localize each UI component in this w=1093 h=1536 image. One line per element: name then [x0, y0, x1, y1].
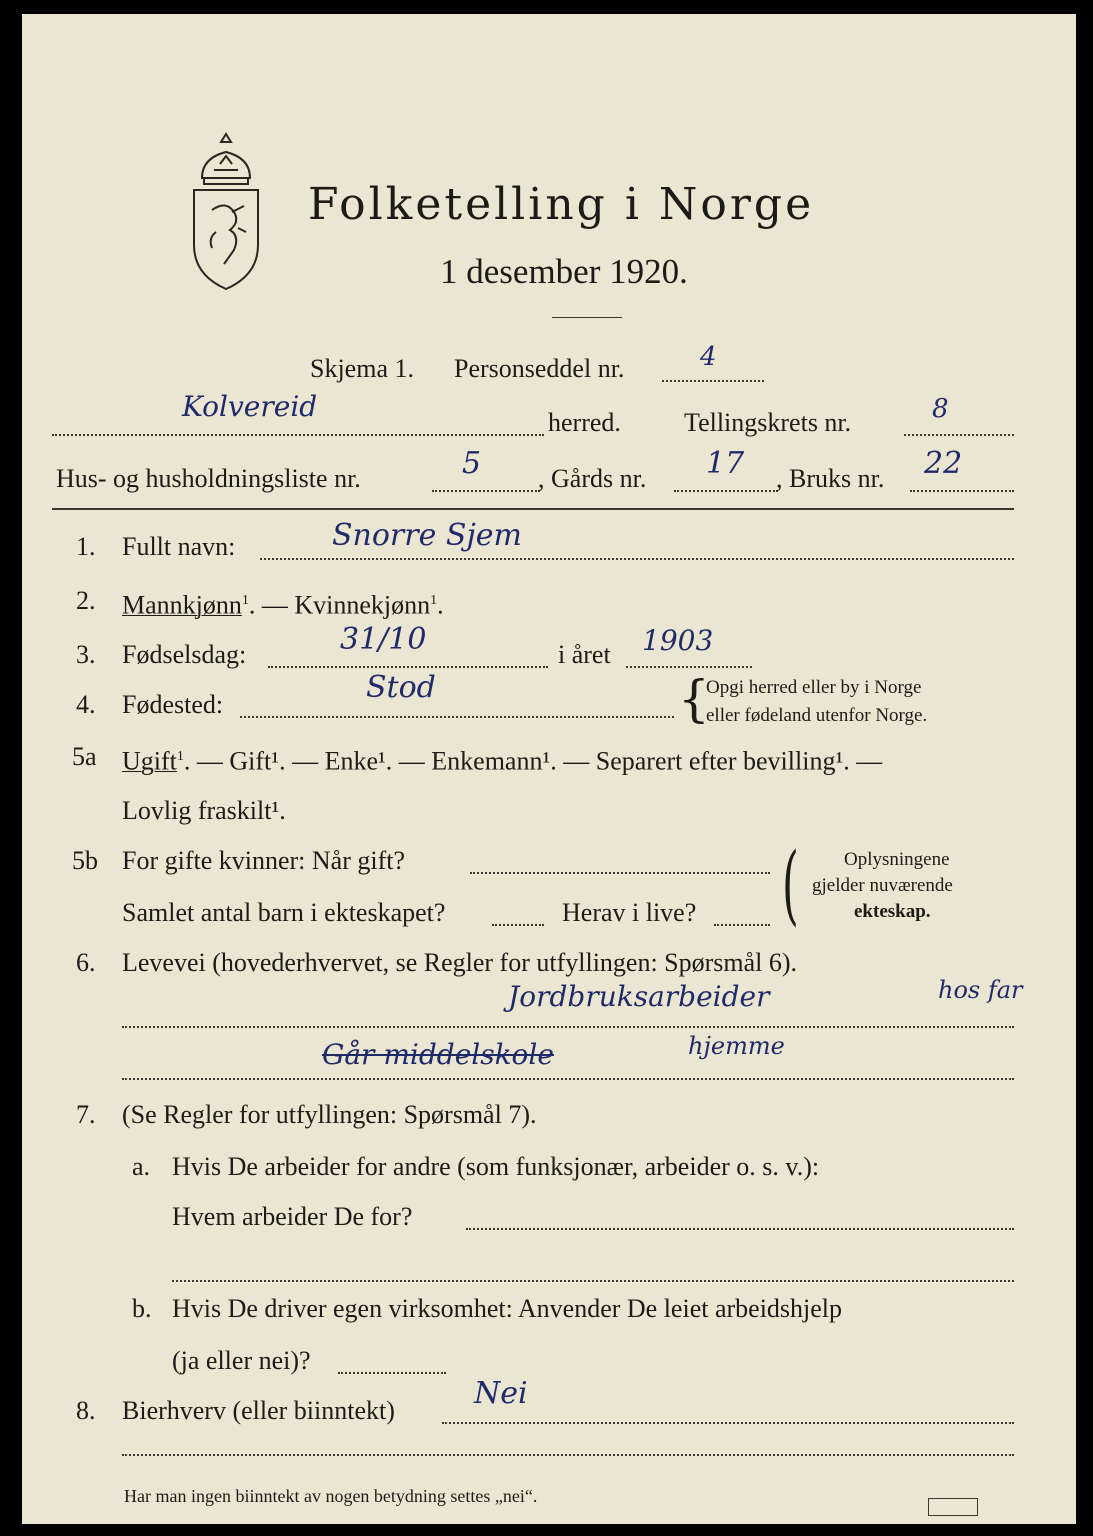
birthplace-value[interactable]: Stod — [366, 670, 436, 705]
q3-number: 3. — [76, 640, 96, 669]
footnote-mark: 1 — [241, 593, 249, 608]
gards-label: , Gårds nr. — [538, 464, 647, 493]
census-form — [22, 14, 1076, 1524]
footnote-mark: 1 — [176, 749, 184, 764]
q5a-number: 5a — [72, 742, 97, 771]
q7b-text: Hvis De driver egen virksomhet: Anvender De leiet arbeidshjelp — [172, 1294, 843, 1323]
footer-note: Har man ingen biinntekt av nogen betydning settes „nei“. — [124, 1486, 538, 1506]
q7b-line — [338, 1372, 446, 1374]
option-separator: . — — [248, 590, 295, 620]
q5b-label-1: For gifte kvinner: Når gift? — [122, 846, 406, 875]
q7a-text-2: Hvem arbeider De for? — [172, 1202, 413, 1231]
tellingskrets-value[interactable]: 8 — [932, 394, 949, 424]
q4-note-1: Opgi herred eller by i Norge — [706, 677, 922, 698]
q4-number: 4. — [76, 690, 96, 719]
q4-note-2: eller fødeland utenfor Norge. — [706, 705, 928, 726]
q7b-text-2: (ja eller nei)? — [172, 1346, 311, 1375]
bruks-label: , Bruks nr. — [776, 464, 885, 493]
hus-label: Hus- og husholdningsliste nr. — [56, 464, 361, 493]
occupation-suffix[interactable]: hos far — [938, 976, 1023, 1004]
civil-status-options[interactable]: . — Gift¹. — Enke¹. — Enkemann¹. — Separert efter bevilling¹. — — [183, 746, 883, 776]
q4-line — [240, 716, 674, 718]
hus-line — [432, 490, 540, 492]
q5b-brace: ( — [782, 835, 799, 935]
year-line — [626, 666, 752, 668]
footer-stamp — [928, 1498, 978, 1516]
q7a-line-1 — [466, 1228, 1014, 1230]
q6-label: Levevei (hovederhvervet, se Regler for utfyllingen: Spørsmål 6). — [122, 948, 798, 977]
q5b-note-2: gjelder nuværende — [812, 875, 953, 896]
schema-label: Skjema 1. — [310, 354, 414, 383]
side-income-value[interactable]: Nei — [474, 1376, 528, 1411]
herred-line — [52, 434, 544, 436]
q6-line-2 — [122, 1078, 1014, 1080]
bruks-value[interactable]: 22 — [924, 446, 963, 481]
unmarried-option[interactable]: Ugift — [122, 746, 177, 776]
q8-label: Bierhverv (eller biinntekt) — [122, 1396, 395, 1425]
q5b-number: 5b — [72, 846, 98, 875]
title-divider — [552, 317, 622, 318]
male-option[interactable]: Mannkjønn — [122, 590, 242, 620]
tellingskrets-label: Tellingskrets nr. — [684, 408, 852, 437]
q1-number: 1. — [76, 532, 96, 561]
q7b-letter: b. — [132, 1294, 152, 1323]
q5b-note-3: ekteskap. — [854, 901, 931, 922]
q4-label: Fødested: — [122, 690, 224, 719]
form-title: Folketelling i Norge — [308, 179, 815, 230]
coat-of-arms-icon — [176, 128, 276, 298]
gards-value[interactable]: 17 — [706, 446, 745, 481]
personseddel-value[interactable]: 4 — [700, 342, 717, 372]
birth-year-value[interactable]: 1903 — [642, 624, 714, 657]
census-date: 1 desember 1920. — [440, 252, 688, 291]
q5a-options — [122, 742, 882, 777]
q5b-label-2: Samlet antal barn i ekteskapet? — [122, 898, 446, 927]
q6-number: 6. — [76, 948, 96, 977]
occupation-value[interactable]: Jordbruksarbeider — [508, 980, 770, 1013]
q7a-letter: a. — [132, 1152, 151, 1181]
hus-value[interactable]: 5 — [462, 446, 482, 481]
q5b-label-3: Herav i live? — [562, 898, 697, 927]
struck-occupation[interactable]: Går middelskole — [322, 1038, 554, 1071]
q2-options — [122, 586, 444, 621]
q5b-line-1 — [470, 872, 770, 874]
q5b-line-3 — [714, 924, 770, 926]
q7a-text: Hvis De arbeider for andre (som funksjonær, arbeider o. s. v.): — [172, 1152, 820, 1181]
year-label: i året — [558, 640, 611, 669]
personseddel-line — [662, 380, 764, 382]
q3-line — [268, 666, 548, 668]
options-end: . — [437, 590, 444, 620]
herred-label: herred. — [548, 408, 621, 437]
q4-brace: { — [678, 670, 710, 728]
q3-label: Fødselsdag: — [122, 640, 247, 669]
full-name-value[interactable]: Snorre Sjem — [332, 518, 522, 553]
q8-line-2 — [122, 1454, 1014, 1456]
footnote-mark: 1 — [430, 593, 438, 608]
q7-number: 7. — [76, 1100, 96, 1129]
q5a-line2[interactable]: Lovlig fraskilt¹. — [122, 796, 286, 825]
q6-line-1 — [122, 1026, 1014, 1028]
q7a-line-2 — [172, 1280, 1014, 1282]
q8-line — [442, 1422, 1014, 1424]
bruks-line — [910, 490, 1014, 492]
header-divider — [52, 508, 1014, 510]
q8-number: 8. — [76, 1396, 96, 1425]
gards-line — [674, 490, 778, 492]
q5b-note-1: Oplysningene — [844, 849, 950, 870]
q2-number: 2. — [76, 586, 96, 615]
occupation-location[interactable]: hjemme — [688, 1032, 785, 1060]
q5b-line-2 — [492, 924, 544, 926]
herred-value[interactable]: Kolvereid — [182, 390, 318, 423]
birthday-value[interactable]: 31/10 — [340, 622, 427, 657]
q7-label: (Se Regler for utfyllingen: Spørsmål 7). — [122, 1100, 537, 1129]
tellingskrets-line — [904, 434, 1014, 436]
female-option[interactable]: Kvinnekjønn — [294, 590, 431, 620]
personseddel-label: Personseddel nr. — [454, 354, 625, 383]
q1-line — [260, 558, 1014, 560]
q1-label: Fullt navn: — [122, 532, 236, 561]
